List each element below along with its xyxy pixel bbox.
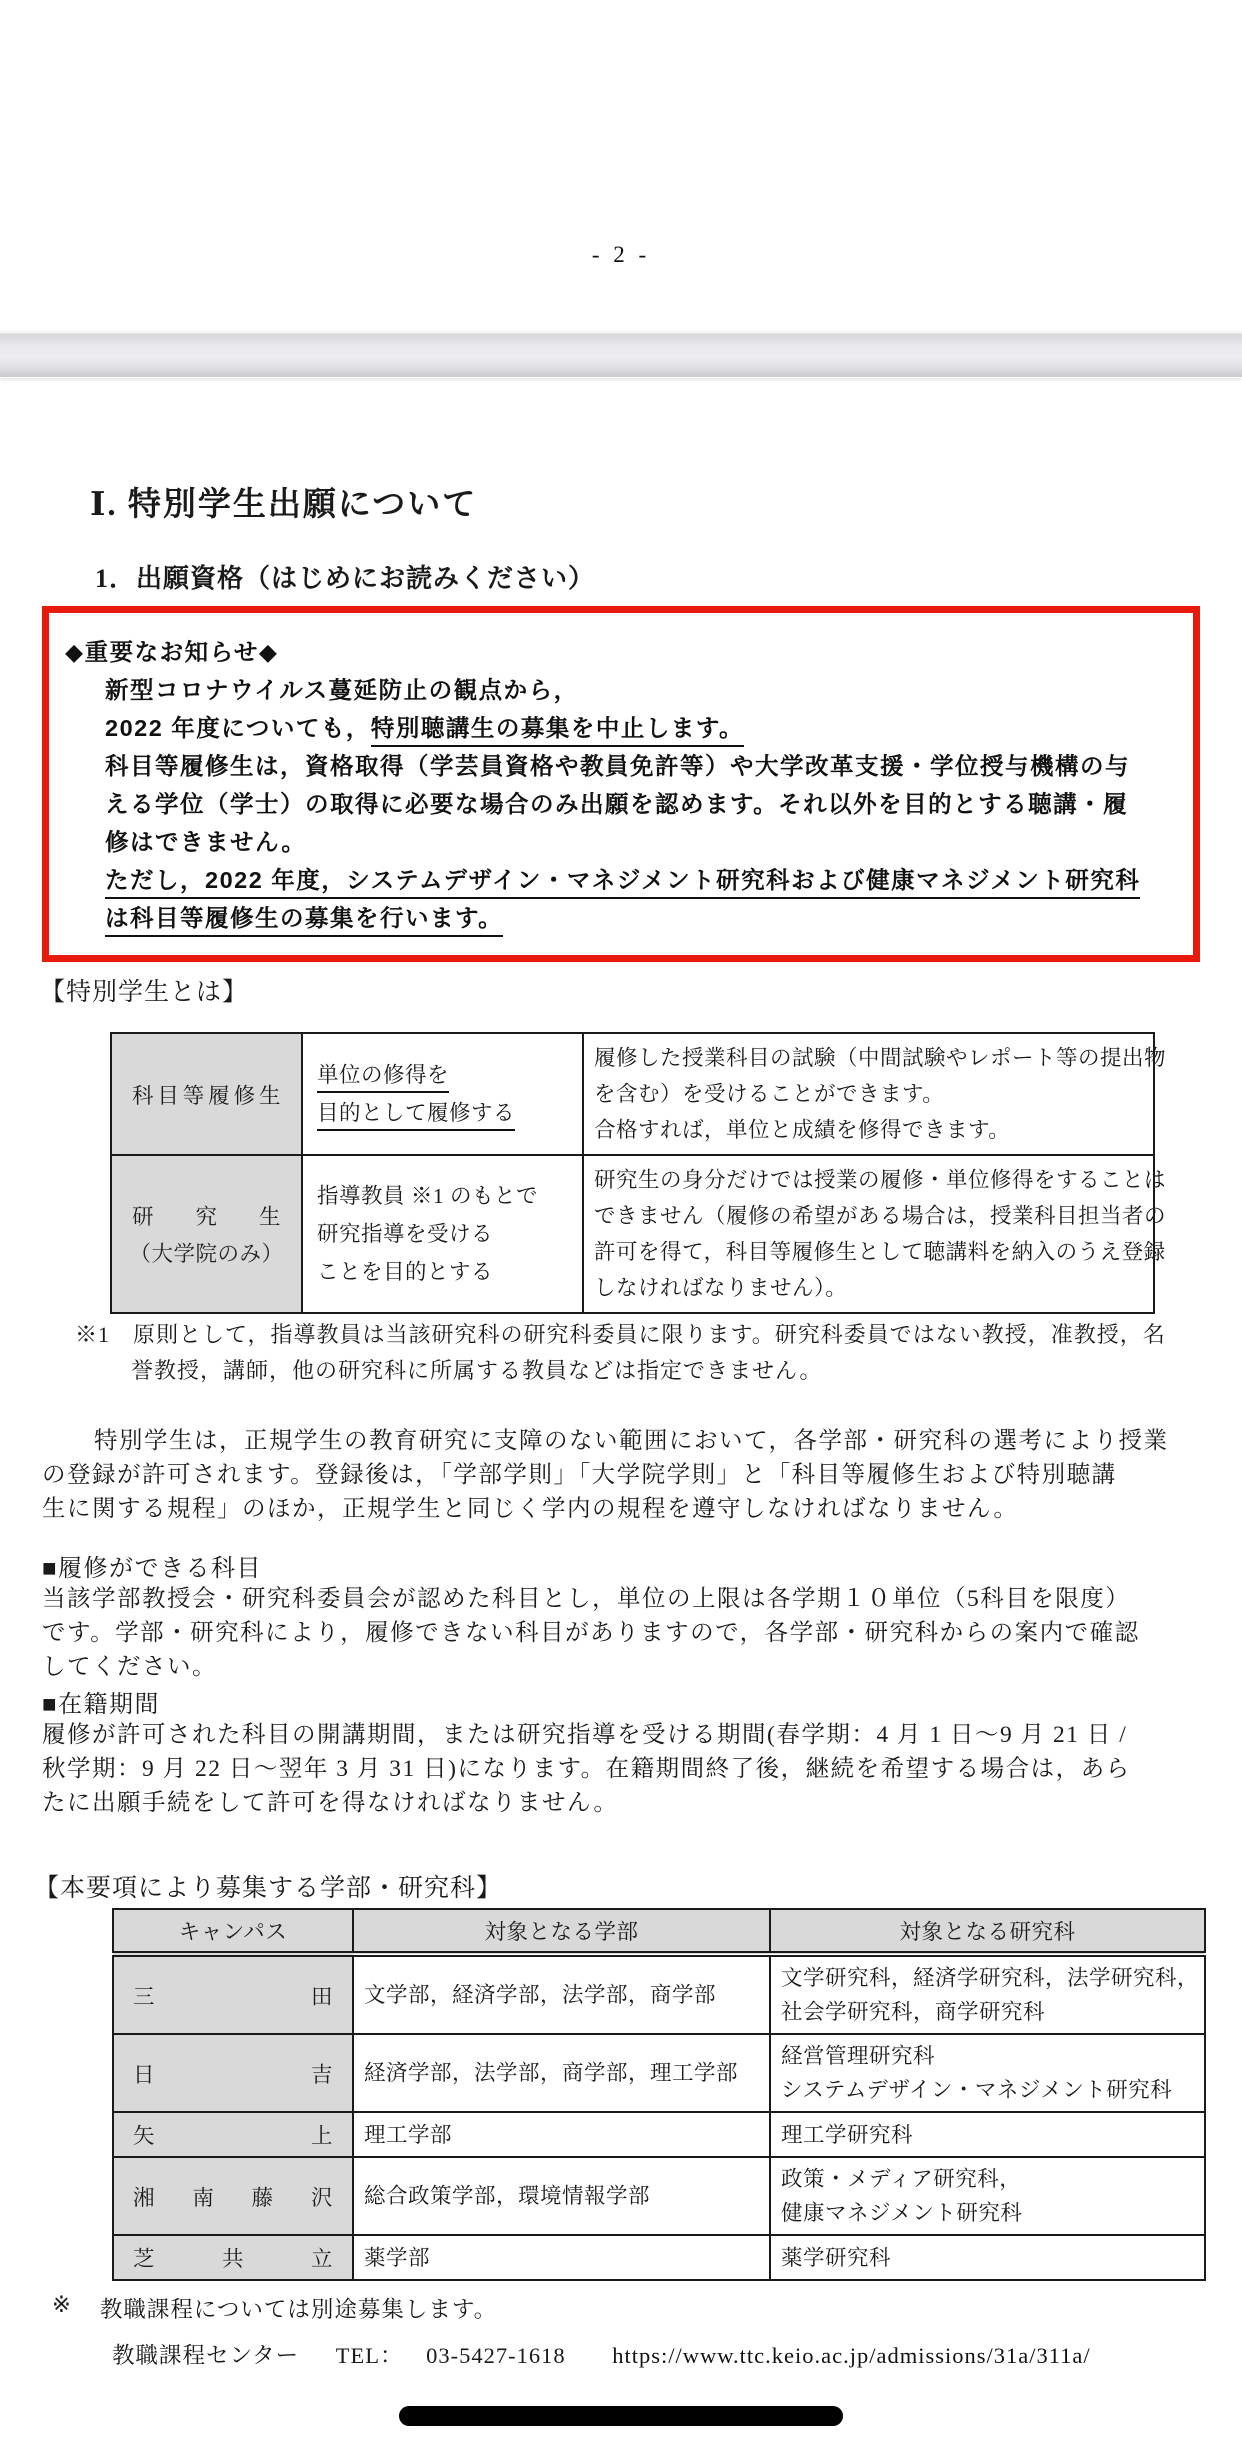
purpose-line bbox=[317, 1094, 568, 1132]
description-line: 履修した授業科目の試験（中間試験やレポート等の提出物 bbox=[594, 1046, 1167, 1070]
campus-table-header: キャンパス bbox=[113, 1909, 353, 1954]
notice-text: 修はできません。 bbox=[105, 829, 307, 855]
purpose-line bbox=[317, 1215, 568, 1253]
underlined-text: は科目等履修生の募集を行います。 bbox=[105, 905, 503, 937]
underlined-text: 単位の修得を bbox=[317, 1063, 449, 1093]
table-row bbox=[111, 1033, 1154, 1155]
purpose-cell bbox=[302, 1155, 583, 1313]
notice-line bbox=[65, 899, 1181, 937]
description-line: 合格すれば，単位と成績を修得できます。 bbox=[594, 1118, 1011, 1142]
grad-school-line: 理工学研究科 bbox=[781, 2122, 914, 2147]
campus-char: 田 bbox=[310, 1984, 333, 2009]
notice-title: ◆重要なお知らせ◆ bbox=[65, 639, 279, 665]
body-paragraph bbox=[42, 1424, 1169, 1526]
description-line: を含む）を受けることができます。 bbox=[594, 1082, 945, 1106]
home-indicator[interactable] bbox=[399, 2406, 843, 2426]
underlined-text: 特別聴講生の募集を中止します。 bbox=[371, 715, 744, 747]
purpose-text: 指導教員 ※1 のもとで bbox=[317, 1184, 539, 1208]
notice-text: える学位（学士）の取得に必要な場合のみ出願を認めます。それ以外を目的とする聴講・履 bbox=[105, 791, 1129, 817]
student-type-cell bbox=[111, 1033, 302, 1155]
notice-line bbox=[65, 861, 1181, 899]
grad-school-line: 文学研究科，経済学研究科，法学研究科， bbox=[781, 1966, 1200, 1990]
grad-school-line: 政策・メディア研究科， bbox=[781, 2167, 1022, 2191]
campus-label bbox=[115, 2181, 351, 2212]
description-line: しなければなりません）。 bbox=[594, 1276, 848, 1300]
underlined-text: ただし，2022 年度，システムデザイン・マネジメント研究科および健康マネジメント研究科 bbox=[105, 867, 1140, 899]
faculty-line: 経済学部，法学部，商学部，理工学部 bbox=[364, 2061, 739, 2085]
campus-char: 矢 bbox=[133, 2124, 156, 2148]
campus-label bbox=[115, 1980, 351, 2011]
footnote-mark: ※ bbox=[52, 2292, 72, 2317]
type-char: 修 bbox=[233, 1083, 256, 1108]
footnote bbox=[52, 2292, 497, 2324]
campus-table-header-row bbox=[113, 1909, 1205, 1954]
notice-line bbox=[65, 671, 1181, 709]
campus-char: 南 bbox=[192, 2185, 215, 2210]
notice-text: 2022 年度についても， bbox=[105, 715, 371, 741]
grad-schools-cell bbox=[770, 2157, 1205, 2235]
section-title-enrollment-period: ■在籍期間 bbox=[42, 1692, 160, 1718]
tel-number: 03-5427-1618 bbox=[426, 2343, 566, 2368]
notice-text: 新型コロナウイルス蔓延防止の観点から， bbox=[105, 677, 579, 703]
section-label-campus-table: 【本要項により募集する学部・研究科】 bbox=[34, 1875, 503, 1902]
body-text-line: 当該学部教授会・研究科委員会が認めた科目とし，単位の上限は各学期１０単位（5科目を限度） bbox=[42, 1586, 1131, 1612]
purpose-line bbox=[317, 1253, 568, 1291]
tel-label: TEL： bbox=[335, 2343, 404, 2368]
faculties-cell bbox=[353, 2034, 770, 2112]
table-row bbox=[111, 1155, 1154, 1313]
faculties-cell bbox=[353, 2112, 770, 2157]
grad-school-line: 社会学研究科，商学研究科 bbox=[781, 2000, 1046, 2024]
body-text-line: 生に関する規程」のほか，正規学生と同じく学内の規程を遵守しなければなりません。 bbox=[42, 1496, 1019, 1522]
body-text-line: です。学部・研究科により，履修できない科目がありますので，各学部・研究科からの案内で確認 bbox=[42, 1620, 1140, 1646]
section-title-courses: ■履修ができる科目 bbox=[42, 1556, 262, 1582]
grad-school-line: 経営管理研究科 bbox=[781, 2044, 936, 2068]
type-char: 目 bbox=[157, 1083, 180, 1108]
table-row bbox=[113, 2034, 1205, 2112]
doc-subheading: 1．出願資格（はじめにお読みください） bbox=[95, 564, 596, 593]
important-notice-box bbox=[42, 606, 1200, 962]
notice-text: 科目等履修生は，資格取得（学芸員資格や教員免許等）や大学改革支援・学位授与機構の与 bbox=[105, 753, 1130, 779]
campus-label bbox=[115, 2242, 351, 2273]
faculty-line: 文学部，経済学部，法学部，商学部 bbox=[364, 1983, 717, 2007]
campus-label bbox=[115, 2058, 351, 2089]
page-number-previous: - 2 - bbox=[591, 242, 651, 267]
type-char: 等 bbox=[182, 1083, 205, 1108]
campus-char: 沢 bbox=[310, 2185, 333, 2210]
body-text-line: たに出願手続をして許可を得なければなりません。 bbox=[42, 1790, 619, 1816]
table-row bbox=[113, 2112, 1205, 2157]
table-footnote-line2: 誉教授，講師，他の研究科に所属する教員などは指定できません。 bbox=[131, 1358, 823, 1383]
table-row bbox=[113, 1954, 1205, 2034]
grad-school-line: 健康マネジメント研究科 bbox=[781, 2201, 1023, 2225]
type-char: 生 bbox=[258, 1205, 281, 1229]
notice-line bbox=[65, 785, 1181, 823]
description-line: できません（履修の希望がある場合は，授業科目担当者の bbox=[594, 1204, 1167, 1228]
purpose-line bbox=[317, 1056, 568, 1094]
grad-schools-cell bbox=[770, 2112, 1205, 2157]
campus-table-header: 対象となる研究科 bbox=[770, 1909, 1205, 1954]
campus-cell bbox=[113, 2157, 353, 2235]
table-row bbox=[113, 2235, 1205, 2280]
campus-char: 三 bbox=[133, 1984, 156, 2009]
table-footnote-line1: ※1 原則として，指導教員は当該研究科の研究科委員に限ります。研究科委員ではない教授，准教授，名 bbox=[75, 1322, 1166, 1347]
campus-char: 上 bbox=[310, 2124, 333, 2148]
special-student-table bbox=[110, 1032, 1167, 1314]
purpose-line bbox=[317, 1177, 568, 1215]
contact-name: 教職課程センター bbox=[112, 2343, 300, 2368]
notice-line bbox=[65, 747, 1181, 785]
notice-line bbox=[65, 823, 1181, 861]
campus-cell bbox=[113, 2034, 353, 2112]
purpose-cell bbox=[302, 1033, 583, 1155]
grad-schools-cell bbox=[770, 2235, 1205, 2280]
type-char: 科 bbox=[132, 1083, 155, 1108]
faculties-cell bbox=[353, 1954, 770, 2034]
faculty-line: 総合政策学部，環境情報学部 bbox=[364, 2184, 651, 2208]
table-row bbox=[113, 2157, 1205, 2235]
notice-line bbox=[65, 709, 1181, 747]
faculty-line: 薬学部 bbox=[364, 2245, 431, 2270]
page-separator bbox=[0, 333, 1242, 378]
student-type-label bbox=[124, 1079, 289, 1110]
purpose-text: 研究指導を受ける bbox=[317, 1222, 494, 1246]
type-char: 生 bbox=[258, 1083, 281, 1108]
campus-table-header: 対象となる学部 bbox=[353, 1909, 770, 1954]
body-text-line: 秋学期：9 月 22 日〜翌年 3 月 31 日)になります。在籍期間終了後，継続を希望する場合は，あら bbox=[42, 1756, 1131, 1782]
footnote-text: 教職課程については別途募集します。 bbox=[99, 2297, 498, 2322]
contact-line bbox=[112, 2338, 1091, 2370]
campus-cell bbox=[113, 2235, 353, 2280]
grad-school-line: 薬学研究科 bbox=[781, 2245, 892, 2270]
campus-cell bbox=[113, 1954, 353, 2034]
grad-school-line: システムデザイン・マネジメント研究科 bbox=[781, 2078, 1173, 2102]
grad-schools-cell bbox=[770, 1954, 1205, 2034]
student-type-cell bbox=[111, 1155, 302, 1313]
campus-char: 日 bbox=[133, 2062, 156, 2087]
doc-heading: Ⅰ. 特別学生出願について bbox=[90, 487, 478, 523]
campus-char: 共 bbox=[221, 2247, 244, 2271]
underlined-text: 目的として履修する bbox=[317, 1101, 515, 1131]
section-label-special-students: 【特別学生とは】 bbox=[40, 979, 249, 1006]
body-text-line: 特別学生は，正規学生の教育研究に支障のない範囲において，各学部・研究科の選考により授業 bbox=[94, 1428, 1169, 1454]
grad-schools-cell bbox=[770, 2034, 1205, 2112]
campus-char: 立 bbox=[310, 2247, 333, 2271]
url-link[interactable]: https://www.ttc.keio.ac.jp/admissions/31a/311a/ bbox=[612, 2343, 1091, 2368]
notice-body bbox=[65, 671, 1181, 937]
campus-char: 芝 bbox=[133, 2247, 156, 2271]
faculty-line: 理工学部 bbox=[364, 2122, 453, 2147]
campus-label bbox=[115, 2119, 351, 2150]
campus-char: 吉 bbox=[310, 2062, 333, 2087]
body-text-line: 履修が許可された科目の開講期間，または研究指導を受ける期間(春学期：4 月 1 日〜9 月 21 日 / bbox=[42, 1722, 1128, 1748]
purpose-text: ことを目的とする bbox=[317, 1260, 494, 1284]
type-char: 研 bbox=[132, 1205, 155, 1229]
type-char: 究 bbox=[195, 1205, 218, 1229]
description-line: 許可を得て，科目等履修生として聴講料を納入のうえ登録 bbox=[594, 1240, 1166, 1264]
campus-cell bbox=[113, 2112, 353, 2157]
faculties-cell bbox=[353, 2235, 770, 2280]
enrollment-period-text bbox=[42, 1718, 1131, 1820]
description-cell bbox=[583, 1155, 1167, 1313]
campus-table bbox=[112, 1908, 1206, 2281]
description-line: 研究生の身分だけでは授業の履修・単位修得をすることは bbox=[594, 1168, 1167, 1192]
student-type-label bbox=[124, 1200, 289, 1231]
body-text-line: の登録が許可されます。登録後は，「学部学則」「大学院学則」と「科目等履修生および特別聴講 bbox=[42, 1462, 1117, 1488]
type-char: 履 bbox=[208, 1083, 231, 1108]
courses-text bbox=[42, 1582, 1140, 1684]
campus-char: 藤 bbox=[251, 2185, 274, 2210]
faculties-cell bbox=[353, 2157, 770, 2235]
description-cell bbox=[583, 1033, 1167, 1155]
body-text-line: してください。 bbox=[42, 1654, 217, 1680]
campus-char: 湘 bbox=[133, 2185, 156, 2210]
student-type-sub-label: （大学院のみ） bbox=[129, 1242, 284, 1266]
